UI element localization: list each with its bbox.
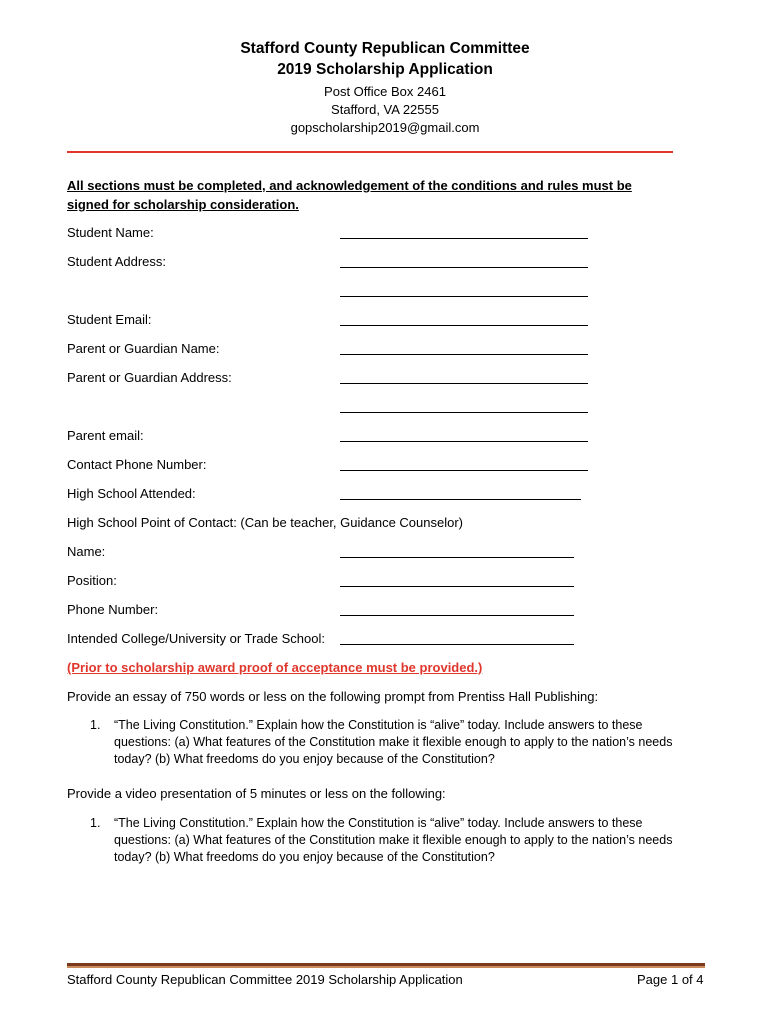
org-name: Stafford County Republican Committee — [240, 40, 530, 57]
poc-heading: High School Point of Contact: (Can be teacher, Guidance Counselor) — [67, 515, 464, 530]
poc-name-label: Name: — [67, 544, 106, 559]
essay-intro: Provide an essay of 750 words or less on the following prompt from Prentiss Hall Publishing: — [67, 689, 599, 704]
student-email-label: Student Email: — [67, 312, 152, 327]
contact-email: gopscholarship2019@gmail.com — [290, 120, 480, 135]
parent-address-field-1[interactable] — [340, 383, 588, 384]
parent-address-field-2[interactable] — [340, 412, 588, 413]
parent-name-field[interactable] — [340, 354, 588, 355]
footer-divider-light — [67, 966, 705, 968]
footer-title: Stafford County Republican Committee 2019 Scholarship Application — [67, 972, 463, 987]
poc-phone-label: Phone Number: — [67, 602, 159, 617]
poc-position-field[interactable] — [340, 586, 574, 587]
essay-prompt-text: “The Living Constitution.” Explain how the Constitution is “alive” today. Include answers to these questions: (a) What features of the Constitution make it flexible enough to apply to the nation’s needs today? (b) What freedoms do you enjoy because of the Constitution? — [114, 718, 673, 766]
video-intro: Provide a video presentation of 5 minutes or less on the following: — [67, 786, 446, 801]
header-divider — [67, 151, 673, 153]
intended-college-label: Intended College/University or Trade School: — [67, 631, 325, 646]
acceptance-notice: (Prior to scholarship award proof of acceptance must be provided.) — [67, 660, 483, 675]
high-school-field[interactable] — [340, 499, 581, 500]
page-number: Page 1 of 4 — [637, 972, 704, 987]
poc-name-field[interactable] — [340, 557, 574, 558]
essay-prompt-item — [90, 717, 700, 768]
parent-email-label: Parent email: — [67, 428, 144, 443]
student-email-field[interactable] — [340, 325, 588, 326]
student-address-field-1[interactable] — [340, 267, 588, 268]
address-line-1: Post Office Box 2461 — [324, 84, 446, 99]
video-prompt-number: 1. — [90, 816, 101, 830]
video-prompt-text: “The Living Constitution.” Explain how the Constitution is “alive” today. Include answers to these questions: (a) What features of the Constitution make it flexible enough to apply to the nation’s needs today? (b) What freedoms do you enjoy because of the Constitution? — [114, 816, 673, 864]
student-address-label: Student Address: — [67, 254, 167, 269]
student-name-label: Student Name: — [67, 225, 154, 240]
document-title: 2019 Scholarship Application — [277, 61, 493, 78]
instructions: All sections must be completed, and acknowledgement of the conditions and rules must be signed for scholarship consideration. — [67, 178, 632, 212]
student-name-field[interactable] — [340, 238, 588, 239]
parent-email-field[interactable] — [340, 441, 588, 442]
phone-label: Contact Phone Number: — [67, 457, 207, 472]
poc-position-label: Position: — [67, 573, 117, 588]
parent-name-label: Parent or Guardian Name: — [67, 341, 220, 356]
intended-college-field[interactable] — [340, 644, 574, 645]
phone-field[interactable] — [340, 470, 588, 471]
essay-prompt-number: 1. — [90, 718, 101, 732]
high-school-label: High School Attended: — [67, 486, 196, 501]
student-address-field-2[interactable] — [340, 296, 588, 297]
video-prompt-item — [90, 815, 700, 866]
parent-address-label: Parent or Guardian Address: — [67, 370, 232, 385]
letterhead — [0, 38, 770, 137]
poc-phone-field[interactable] — [340, 615, 574, 616]
address-line-2: Stafford, VA 22555 — [331, 102, 439, 117]
